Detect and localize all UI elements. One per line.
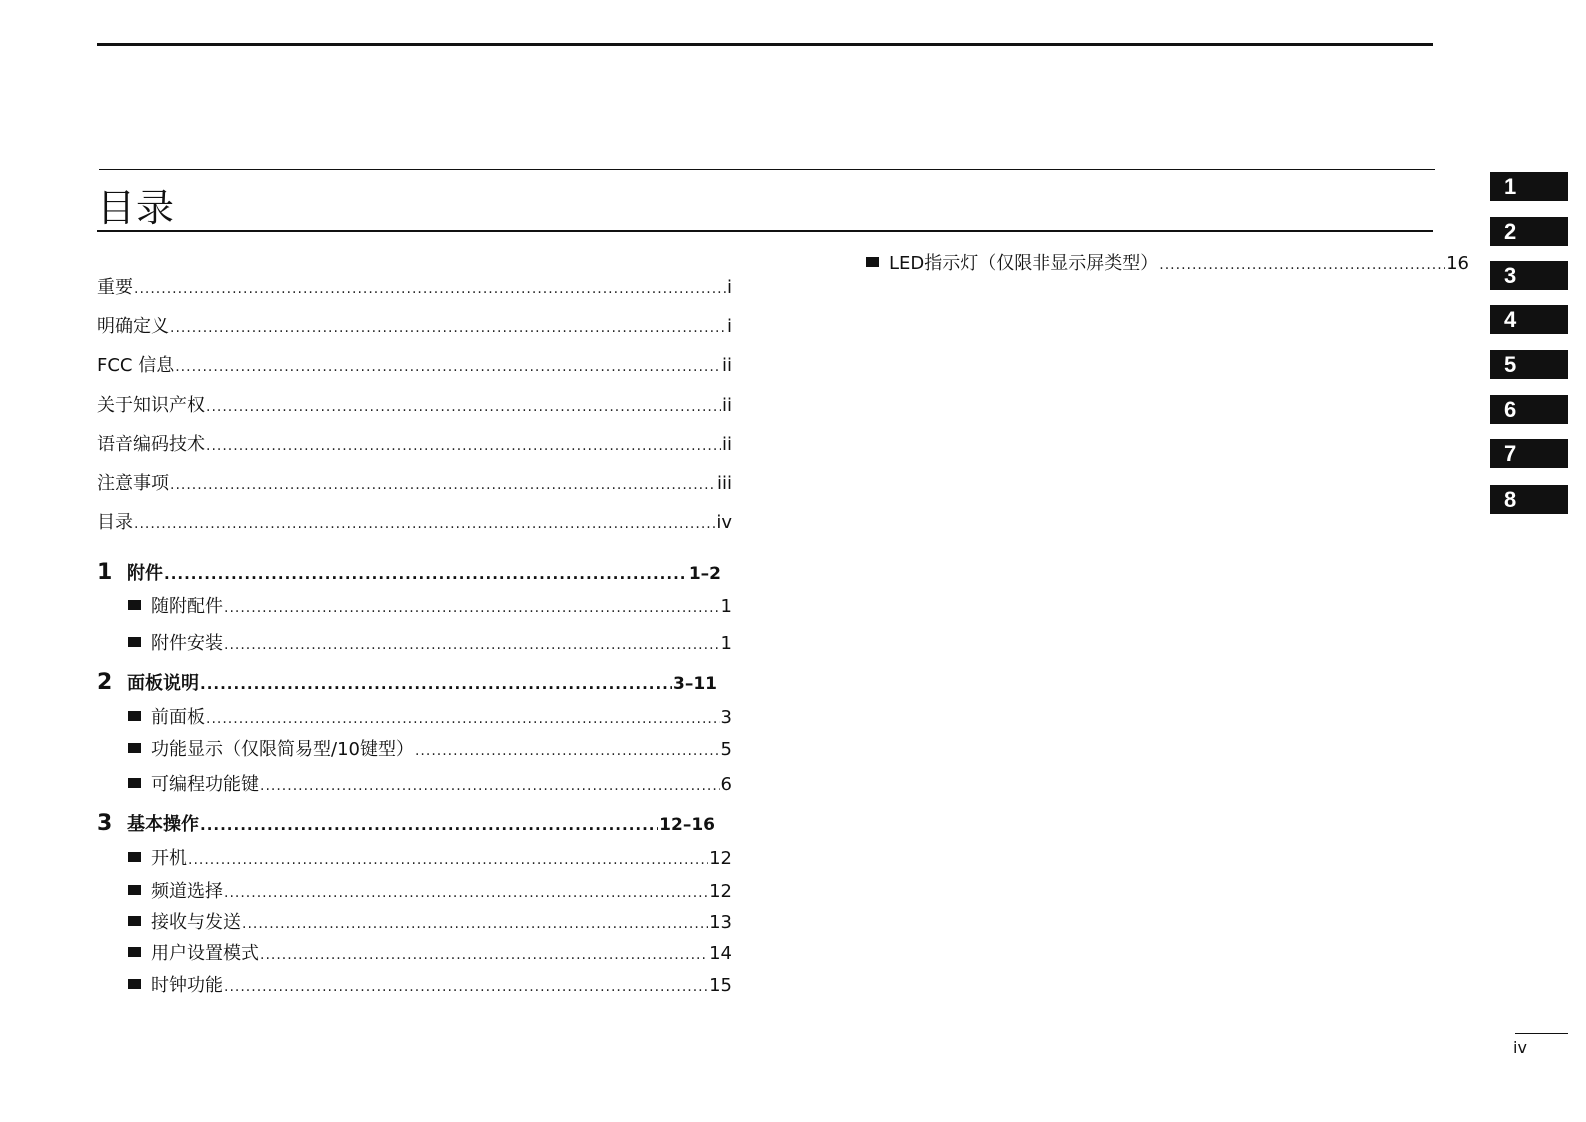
dot-leader bbox=[188, 848, 708, 872]
toc-entry-label: 频道选择 bbox=[151, 881, 223, 902]
square-bullet-icon bbox=[128, 947, 141, 957]
title-bottom-rule bbox=[97, 230, 1433, 232]
toc-entry-ip[interactable] bbox=[97, 394, 732, 418]
square-bullet-icon bbox=[128, 778, 141, 788]
toc-entry-page: iii bbox=[716, 473, 732, 494]
toc-entry-label: 可编程功能键 bbox=[151, 774, 259, 795]
toc-entry-contents[interactable] bbox=[97, 511, 732, 535]
page-number: iv bbox=[1513, 1038, 1527, 1057]
toc-entry-page: 5 bbox=[720, 739, 732, 760]
toc-entry-user-settings[interactable] bbox=[128, 942, 732, 966]
toc-entry-label: 功能显示（仅限简易型/10键型） bbox=[151, 739, 414, 760]
toc-entry-power-on[interactable] bbox=[128, 847, 732, 871]
chapter-tab-4[interactable]: 4 bbox=[1490, 305, 1568, 334]
toc-entry-label: 随附配件 bbox=[151, 596, 223, 617]
toc-entry-front-panel[interactable] bbox=[128, 706, 732, 730]
dot-leader bbox=[134, 512, 715, 536]
chapter-tab-2[interactable]: 2 bbox=[1490, 217, 1568, 246]
chapter-title: 面板说明 bbox=[127, 673, 199, 694]
toc-entry-page: ii bbox=[721, 434, 732, 455]
toc-entry-page: 12 bbox=[709, 848, 732, 869]
toc-entry-definitions[interactable] bbox=[97, 315, 732, 339]
toc-entry-label: 开机 bbox=[151, 848, 187, 869]
dot-leader bbox=[415, 739, 720, 763]
toc-entry-label: 明确定义 bbox=[97, 316, 169, 337]
dot-leader bbox=[260, 774, 720, 798]
square-bullet-icon bbox=[128, 916, 141, 926]
square-bullet-icon bbox=[128, 979, 141, 989]
chapter-tab-1[interactable]: 1 bbox=[1490, 172, 1568, 201]
chapter-title: 基本操作 bbox=[127, 814, 199, 835]
dot-leader bbox=[170, 316, 726, 340]
square-bullet-icon bbox=[128, 637, 141, 647]
dot-leader bbox=[175, 355, 721, 379]
chapter-pages: 3–11 bbox=[673, 674, 717, 694]
toc-entry-page: ii bbox=[721, 395, 732, 416]
toc-entry-label: 关于知识产权 bbox=[97, 395, 205, 416]
footer-rule bbox=[1515, 1033, 1568, 1034]
dot-leader bbox=[200, 816, 658, 834]
header-rule bbox=[97, 43, 1433, 46]
toc-entry-label: 接收与发送 bbox=[151, 912, 241, 933]
toc-entry-page: 12 bbox=[709, 881, 732, 902]
chapter-pages: 1–2 bbox=[688, 564, 721, 584]
page-title: 目录 bbox=[97, 186, 176, 230]
toc-entry-label: 重要 bbox=[97, 277, 133, 298]
chapter-tab-5[interactable]: 5 bbox=[1490, 350, 1568, 379]
chapter-number: 1 bbox=[97, 560, 113, 585]
toc-entry-label: 用户设置模式 bbox=[151, 943, 259, 964]
dot-leader bbox=[224, 975, 708, 999]
chapter-pages: 12–16 bbox=[659, 815, 715, 835]
chapter-3-heading[interactable] bbox=[97, 810, 715, 836]
toc-entry-label: 时钟功能 bbox=[151, 975, 223, 996]
toc-entry-label: FCC 信息 bbox=[97, 355, 175, 376]
toc-entry-label: 附件安装 bbox=[151, 633, 223, 654]
toc-entry-label: LED指示灯（仅限非显示屏类型） bbox=[889, 253, 1159, 274]
dot-leader bbox=[206, 434, 721, 458]
toc-entry-page: i bbox=[726, 277, 732, 298]
dot-leader bbox=[224, 881, 708, 905]
toc-entry-label: 前面板 bbox=[151, 707, 205, 728]
toc-entry-important[interactable] bbox=[97, 276, 732, 300]
dot-leader bbox=[242, 912, 708, 936]
toc-entry-clock-function[interactable] bbox=[128, 974, 732, 998]
chapter-number: 2 bbox=[97, 670, 113, 695]
square-bullet-icon bbox=[128, 743, 141, 753]
toc-entry-label: 目录 bbox=[97, 512, 133, 533]
toc-entry-page: 16 bbox=[1446, 253, 1469, 274]
square-bullet-icon bbox=[128, 711, 141, 721]
toc-entry-page: 1 bbox=[720, 596, 732, 617]
chapter-title: 附件 bbox=[127, 563, 163, 584]
dot-leader bbox=[170, 473, 716, 497]
dot-leader bbox=[224, 596, 720, 620]
dot-leader bbox=[224, 633, 720, 657]
toc-entry-page: 6 bbox=[720, 774, 732, 795]
toc-entry-precautions[interactable] bbox=[97, 472, 732, 496]
toc-entry-channel-select[interactable] bbox=[128, 880, 732, 904]
toc-entry-fcc[interactable] bbox=[97, 354, 732, 378]
toc-entry-page: iv bbox=[716, 512, 732, 533]
dot-leader bbox=[1159, 253, 1445, 277]
toc-entry-page: ii bbox=[721, 355, 732, 376]
square-bullet-icon bbox=[128, 600, 141, 610]
toc-entry-page: 3 bbox=[720, 707, 732, 728]
toc-entry-page: 1 bbox=[720, 633, 732, 654]
toc-entry-supplied-accessories[interactable] bbox=[128, 595, 732, 619]
chapter-2-heading[interactable] bbox=[97, 669, 717, 695]
toc-entry-receive-transmit[interactable] bbox=[128, 911, 732, 935]
dot-leader bbox=[164, 565, 688, 583]
toc-entry-function-display[interactable] bbox=[128, 738, 732, 762]
toc-entry-page: 13 bbox=[709, 912, 732, 933]
dot-leader bbox=[206, 707, 720, 731]
square-bullet-icon bbox=[128, 852, 141, 862]
toc-entry-accessory-install[interactable] bbox=[128, 632, 732, 656]
chapter-tab-7[interactable]: 7 bbox=[1490, 439, 1568, 468]
toc-entry-label: 语音编码技术 bbox=[97, 434, 205, 455]
toc-entry-label: 注意事项 bbox=[97, 473, 169, 494]
toc-entry-page: i bbox=[726, 316, 732, 337]
toc-entry-voice-coding[interactable] bbox=[97, 433, 732, 457]
chapter-number: 3 bbox=[97, 811, 113, 836]
chapter-tab-8[interactable]: 8 bbox=[1490, 485, 1568, 514]
dot-leader bbox=[260, 943, 708, 967]
square-bullet-icon bbox=[128, 885, 141, 895]
square-bullet-icon bbox=[866, 257, 879, 267]
toc-entry-page: 14 bbox=[709, 943, 732, 964]
dot-leader bbox=[206, 395, 721, 419]
dot-leader bbox=[134, 277, 726, 301]
chapter-1-heading[interactable] bbox=[97, 559, 721, 585]
chapter-tab-6[interactable]: 6 bbox=[1490, 395, 1568, 424]
toc-entry-page: 15 bbox=[709, 975, 732, 996]
title-top-rule bbox=[99, 169, 1435, 170]
toc-entry-led-indicator[interactable] bbox=[866, 252, 1469, 276]
toc-entry-programmable-keys[interactable] bbox=[128, 773, 732, 797]
chapter-tab-3[interactable]: 3 bbox=[1490, 261, 1568, 290]
dot-leader bbox=[200, 675, 672, 693]
